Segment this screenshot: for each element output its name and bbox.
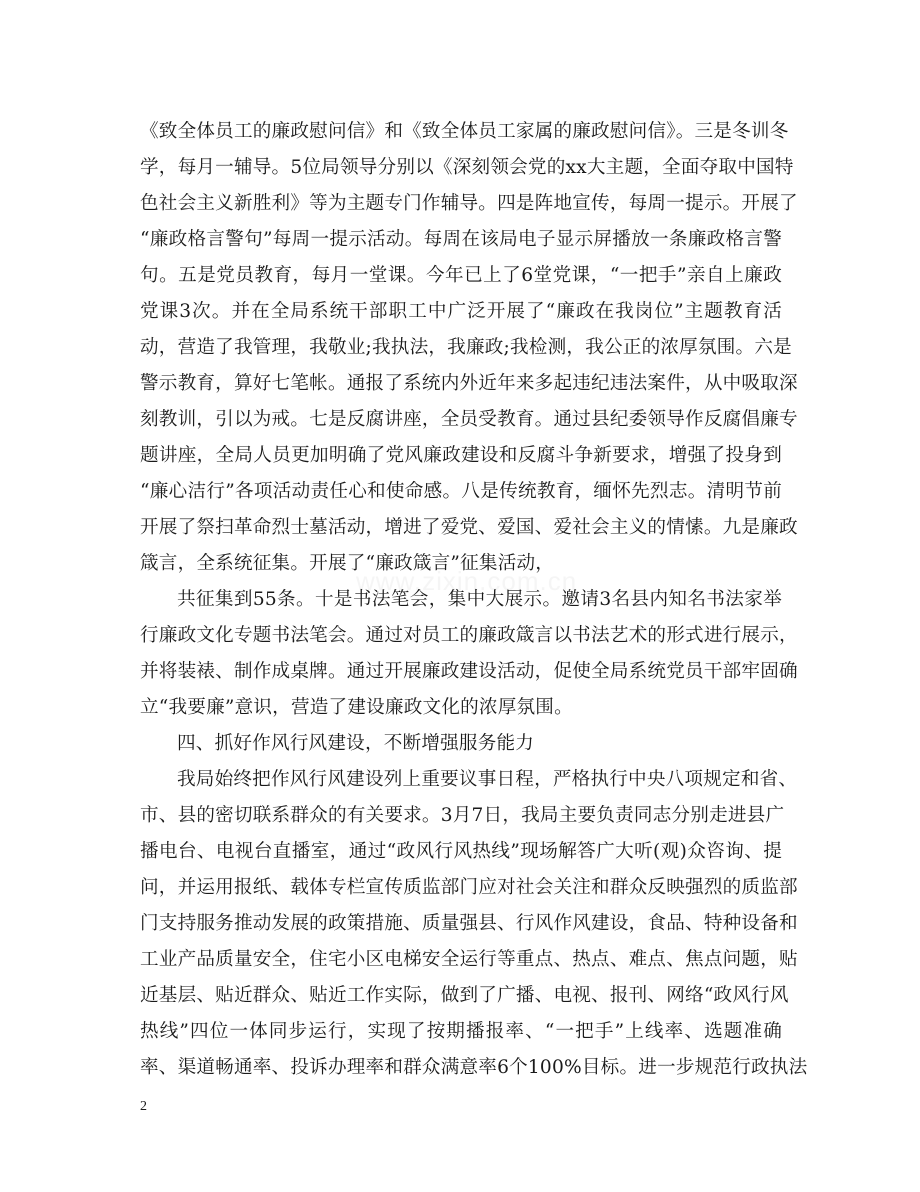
text-line: 动，营造了我管理，我敬业;我执法，我廉政;我检测，我公正的浓厚氛围。六是 [140,337,792,358]
text-line: 行廉政文化专题书法笔会。通过对员工的廉政箴言以书法艺术的形式进行展示， [140,625,798,646]
text-line: 色社会主义新胜利》等为主题专门作辅导。四是阵地宣传，每周一提示。开展了 [140,193,798,214]
text-line: 市、县的密切联系群众的有关要求。3月7日，我局主要负责同志分别走进县广 [140,805,785,826]
section-heading [140,726,782,762]
text-line: 立“我要廉”意识，营造了建设廉政文化的浓厚氛围。 [140,697,573,718]
text-line: 热线”四位一体同步运行，实现了按期播报率、“一把手”上线率、选题准确 [140,1021,782,1042]
text-line: 箴言，全系统征集。开展了“廉政箴言”征集活动， [140,553,555,574]
text-line: 并将装裱、制作成桌牌。通过开展廉政建设活动，促使全局系统党员干部牢固确 [140,661,798,682]
text-line: 共征集到55条。十是书法笔会，集中大展示。邀请3名县内知名书法家举 [177,589,782,610]
text-line: 我局始终把作风行风建设列上重要议事日程，严格执行中央八项规定和省、 [177,769,798,790]
paragraph-1 [140,114,798,582]
text-line: 刻教训，引以为戒。七是反腐讲座，全员受教育。通过县纪委领导作反腐倡廉专 [140,409,798,430]
text-line: 题讲座，全局人员更加明确了党风廉政建设和反腐斗争新要求，增强了投身到 [140,445,782,466]
text-line: 播电台、电视台直播室，通过“政风行风热线”现场解答广大听(观)众咨询、提 [140,841,782,862]
text-line: 《致全体员工的廉政慰问信》和《致全体员工家属的廉政慰问信》。三是冬训冬 [140,121,789,142]
text-line: 警示教育，算好七笔帐。通报了系统内外近年来多起违纪违法案件，从中吸取深 [140,373,798,394]
text-line: 率、渠道畅通率、投诉办理率和群众满意率6个100%目标。进一步规范行政执法 [140,1057,808,1078]
text-line: 工业产品质量安全，住宅小区电梯安全运行等重点、热点、难点、焦点问题，贴 [140,949,798,970]
text-line: 句。五是党员教育，每月一堂课。今年已上了6堂党课，“一把手”亲自上廉政 [140,265,782,286]
text-line: 党课3次。并在全局系统干部职工中广泛开展了“廉政在我岗位”主题教育活 [140,301,782,322]
page-number: 2 [140,1099,147,1114]
text-line: “廉心洁行”各项活动责任心和使命感。八是传统教育，缅怀先烈志。清明节前 [140,481,782,502]
heading-line: 四、抓好作风行风建设，不断增强服务能力 [177,733,535,754]
paragraph-2 [140,582,798,726]
text-line: 问，并运用报纸、载体专栏宣传质监部门应对社会关注和群众反映强烈的质监部 [140,877,798,898]
text-line: 开展了祭扫革命烈士墓活动，增进了爱党、爱国、爱社会主义的情愫。九是廉政 [140,517,798,538]
text-line: 学，每月一辅导。5位局领导分别以《深刻领会党的xx大主题，全面夺取中国特 [140,157,794,178]
text-line: 门支持服务推动发展的政策措施、质量强县、行风作风建设，食品、特种设备和 [140,913,798,934]
watermark-text: www.zixin.com.cn [356,566,578,596]
text-line: “廉政格言警句”每周一提示活动。每周在该局电子显示屏播放一条廉政格言警 [140,229,782,250]
paragraph-3 [140,762,808,1086]
document-body [140,114,808,1086]
text-line: 近基层、贴近群众、贴近工作实际，做到了广播、电视、报刊、网络“政风行风 [140,985,789,1006]
